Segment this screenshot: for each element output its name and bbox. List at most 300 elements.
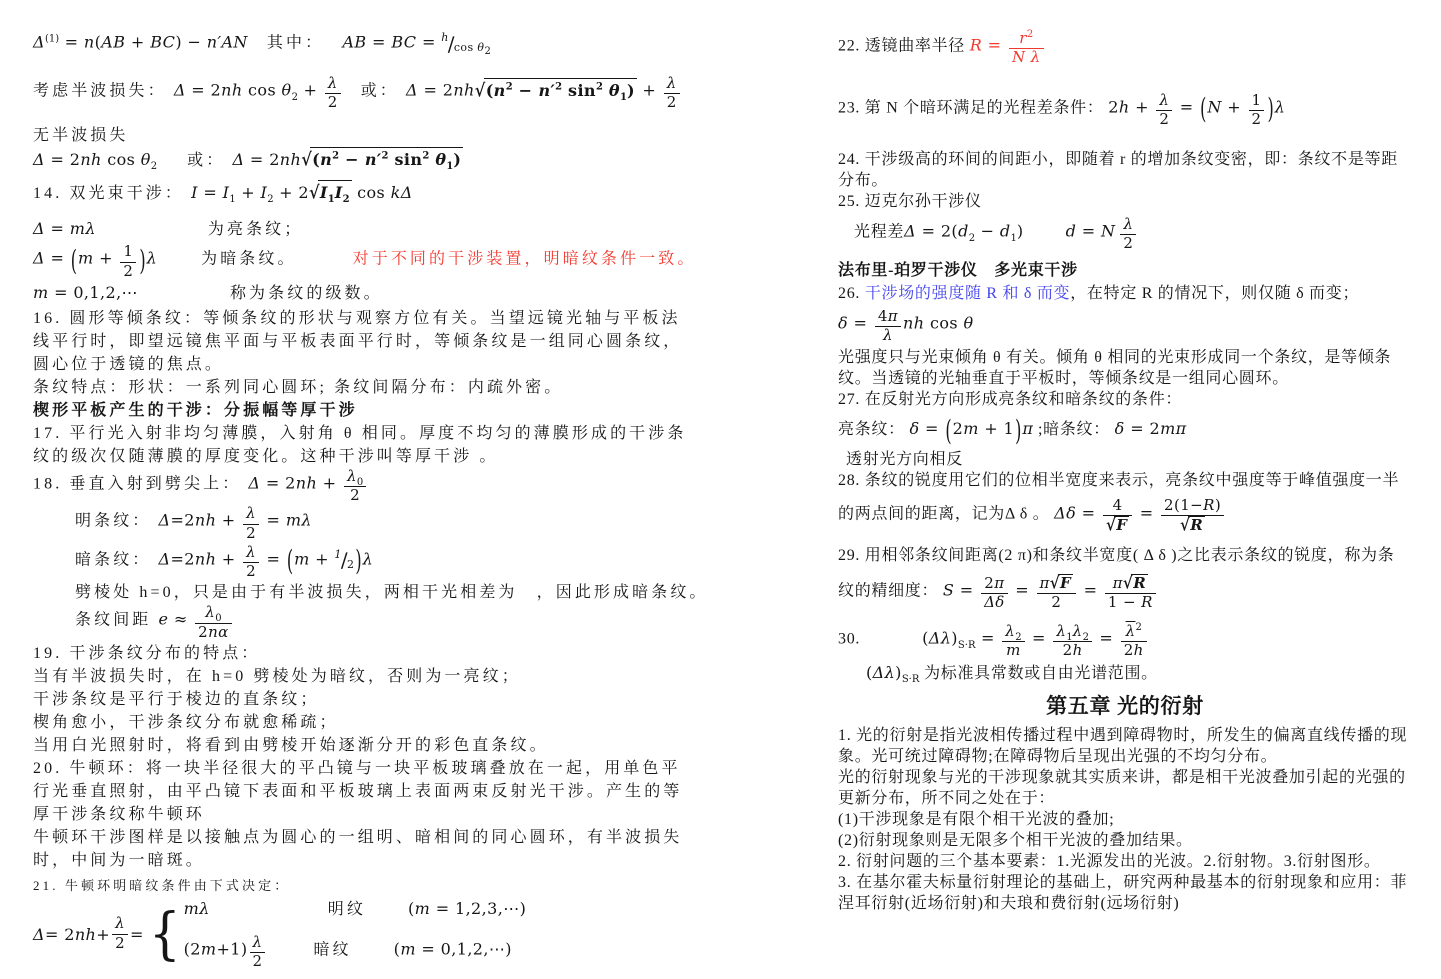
intensity-note-line2 [838, 368, 1412, 389]
math-var: λ [327, 73, 338, 92]
text-run: 亮条纹： [838, 421, 910, 438]
item-19-line3 [33, 711, 717, 734]
newton-ring-pattern-line2 [33, 849, 717, 872]
formula-phase-delta [838, 308, 1412, 346]
fraction-numerator [344, 468, 366, 486]
fraction-denominator [243, 562, 259, 581]
math-var: F [1060, 574, 1072, 593]
math-op: ( [866, 663, 873, 683]
math-var: λ [346, 466, 357, 485]
math-var: λ [252, 932, 263, 951]
item-21-title [33, 874, 717, 897]
math-var: n [493, 80, 506, 100]
radical-sign: √ [308, 182, 320, 204]
radical-sign: √ [1122, 572, 1134, 594]
diff-item-3-line2 [838, 893, 1412, 914]
slash-fraction-denominator [453, 40, 491, 58]
subscript: 1 [1010, 232, 1017, 244]
math-var: I [191, 183, 198, 203]
fraction-denominator [1120, 234, 1136, 253]
math-op: = 2 [260, 473, 296, 493]
math-var: λ [246, 542, 257, 561]
diff-item-1-line2 [838, 746, 1412, 767]
math-var: θ [429, 150, 447, 170]
text-run: 暗纹 [313, 941, 352, 959]
text-run: 3. 在基尔霍夫标量衍射理论的基础上，研究两种最基本的衍射现象和应用：菲 [838, 874, 1408, 892]
item-20-line3 [33, 803, 717, 826]
radical-sign: √ [1049, 572, 1061, 594]
math-var: Δ [158, 511, 171, 531]
item-30-note [866, 662, 1412, 684]
fraction-numerator [1249, 92, 1265, 110]
math-var: F [1116, 515, 1128, 534]
fraction-numerator [664, 75, 680, 93]
subscript: 0 [356, 476, 364, 488]
math-var: λ [1274, 97, 1286, 117]
math-var: m [963, 419, 979, 438]
math-op: = [1076, 221, 1102, 241]
subscript: 1 [446, 161, 454, 173]
fraction-denominator [112, 934, 128, 953]
superscript: 2 [1026, 29, 1034, 40]
math-op: 2 [1108, 97, 1119, 117]
text-run: 14. 双光束干涉： [33, 185, 192, 203]
cases-group [144, 897, 526, 972]
fraction [195, 604, 232, 642]
math-op: sin [562, 80, 596, 100]
math-op: = [982, 35, 1007, 55]
left-brace: { [148, 901, 181, 967]
math-var: λ [115, 914, 126, 933]
math-var: r [1019, 29, 1027, 47]
item-30-formula [838, 623, 1412, 661]
text-run: 条纹特点：形状：一系列同心圆环; 条纹间隔分布：内疏外密。 [33, 378, 564, 396]
math-op: = [1093, 628, 1119, 648]
subscript: S·R [901, 674, 920, 686]
math-var: θ [477, 40, 485, 54]
math-var: nh [80, 150, 102, 170]
text-run: 干涉条纹是平行于棱边的直条纹； [33, 690, 320, 708]
math-var: π [887, 306, 899, 325]
text-run: 对于不同的干涉装置，明暗纹条件一致。 [352, 251, 697, 269]
math-var: d [1065, 221, 1077, 241]
math-var: R [969, 35, 983, 55]
text-run: 24. 干涉级高的环间的间距小，即随着 r 的增加条纹变密，即：条纹不是等距 [838, 151, 1398, 168]
math-var: mλ [183, 898, 210, 918]
item-16-line2 [33, 330, 717, 353]
diff-note-line3 [838, 809, 1412, 830]
math-var: λ [246, 504, 257, 523]
math-op: + [235, 183, 261, 203]
math-op: = [366, 32, 392, 52]
math-var: d [999, 221, 1011, 241]
item-25-michelson [838, 191, 1412, 212]
fabry-perot-bold-line [838, 260, 1412, 281]
math-op: = [44, 249, 70, 269]
fraction [1249, 92, 1265, 130]
math-op: = 2 [185, 80, 222, 100]
math-op: + [636, 80, 662, 100]
math-var: λ [362, 549, 374, 569]
text-run: 劈棱处 h=0，只是由于有半波损失，两相干光相差为 ，因此形成暗条纹。 [75, 584, 709, 602]
math-op: = [975, 628, 1001, 648]
fraction-numerator [325, 75, 341, 93]
math-var: N [1207, 97, 1222, 117]
text-run: 光的衍射现象与光的干涉现象就其实质来讲，都是相干光波叠加引起的光强的 [838, 769, 1406, 787]
math-op: = 2 [44, 150, 81, 170]
subscript: 0 [215, 613, 222, 625]
math-var: Δ [406, 80, 418, 100]
text-run: (2)衍射现象则是无限多个相干光波的叠加结果。 [838, 832, 1193, 850]
math-op: = [197, 183, 223, 203]
math-op: 2 [327, 93, 338, 112]
text-run: 厚干涉条纹称牛顿环 [33, 805, 205, 823]
diff-item-1-line1 [838, 725, 1412, 746]
item-16-line1 [33, 307, 717, 330]
subscript: 2 [291, 91, 298, 103]
math-var: R [1190, 515, 1204, 534]
fraction-numerator [1156, 92, 1172, 110]
fraction [1053, 623, 1092, 661]
math-op: ( [922, 628, 929, 648]
math-var: π [1039, 574, 1050, 593]
text-run: 22. 透镜曲率半径 [838, 37, 970, 55]
math-var: AB [342, 32, 367, 52]
math-var: λ [666, 73, 677, 92]
formula-michelson [854, 216, 1412, 254]
math-var: m [1006, 640, 1021, 659]
text-run: 16. 圆形等倾条纹：等倾条纹的形状与观察方位有关。当望远镜光轴与平板法 [33, 309, 681, 327]
item-24-line1 [838, 149, 1412, 170]
fraction [243, 505, 259, 543]
item-19-line2 [33, 688, 717, 711]
superscript: 2 [332, 151, 340, 163]
fraction [1156, 92, 1172, 130]
math-var: θ [140, 150, 151, 170]
text-run: 1. 光的衍射是指光波相传播过程中遇到障碍物时，所发生的偏离直线传播的现 [838, 727, 1408, 745]
math-var: n′ [364, 150, 382, 170]
math-var: λ [1159, 90, 1170, 109]
item-19-line1 [33, 665, 717, 688]
math-op: cos [101, 150, 141, 170]
math-var: nh [194, 549, 217, 569]
item-19-line4 [33, 734, 717, 757]
big-paren-left: ( [945, 413, 952, 447]
fraction-numerator [112, 915, 128, 933]
subscript: 1 [1066, 631, 1073, 643]
fraction-denominator [664, 93, 680, 112]
fraction-numerator [243, 544, 259, 562]
math-op: 2 [1251, 109, 1262, 128]
text-run: 法布里-珀罗干涉仪 多光束干涉 [838, 261, 1078, 279]
math-var: nα [208, 622, 229, 641]
math-op: 4 [1112, 495, 1123, 514]
math-op: ( [407, 898, 415, 918]
formula-half-width [838, 497, 1412, 536]
math-var: nh [279, 150, 302, 170]
text-run: 20. 牛顿环：将一块半径很大的平凸镜与一块平板玻璃叠放在一起，用单色平 [33, 759, 681, 777]
math-var: h [1118, 97, 1130, 117]
fraction-numerator [1009, 30, 1044, 48]
math-var: λ [1123, 215, 1134, 233]
square-root [309, 180, 352, 205]
radical-sign: √ [1105, 514, 1117, 535]
math-op: + [216, 549, 242, 569]
math-var: Δ [232, 150, 245, 170]
math-var: λ [882, 325, 893, 344]
math-op: =2 [170, 511, 195, 531]
math-var: Δλ [928, 628, 952, 648]
fraction-numerator [1103, 497, 1132, 515]
fraction-numerator [195, 603, 232, 625]
math-op: 1 [123, 242, 134, 261]
math-var: m [78, 249, 94, 269]
text-run: 透射光方向相反 [846, 450, 963, 468]
math-op: 2 [1123, 234, 1134, 253]
fraction-denominator [1121, 641, 1147, 660]
math-var: mλ [69, 219, 96, 239]
radicand [1114, 516, 1129, 535]
formula-wedge-dark [75, 543, 717, 581]
math-var: h [441, 31, 449, 44]
fraction [120, 243, 136, 281]
math-op: 2 [666, 93, 677, 112]
slash-fraction [441, 26, 491, 59]
superscript: 2 [555, 81, 563, 93]
text-run: 时，中间为一暗斑。 [33, 851, 205, 869]
math-op: 2 [246, 562, 257, 580]
slash-fraction [334, 543, 354, 576]
fraction [344, 468, 366, 506]
math-var: θ [281, 80, 292, 100]
math-op: = 2( [916, 221, 959, 241]
diff-note-line1 [838, 767, 1412, 788]
math-var: BC [150, 32, 176, 52]
chapter-5-heading [838, 696, 1412, 717]
fraction [875, 308, 901, 346]
fraction-numerator [1161, 497, 1224, 515]
text-run: 暗条纹： [75, 551, 159, 569]
fraction-numerator [1037, 574, 1077, 593]
radicand [1131, 574, 1148, 593]
math-op: 2 [123, 261, 134, 280]
fraction-numerator [1121, 623, 1147, 641]
item-20-line2 [33, 780, 717, 803]
math-op: ) [453, 150, 462, 170]
fraction-denominator [195, 623, 232, 642]
slash-fraction-slash: ∕ [447, 31, 455, 56]
text-run: 干涉场的强度随 R 和 δ 而变 [864, 284, 1071, 302]
subscript: 1 [619, 91, 627, 103]
math-var: nh [194, 511, 217, 531]
math-var: λ [1005, 621, 1016, 640]
math-op: 2 [198, 622, 209, 641]
text-run: 23. 第 N 个暗环满足的光程差条件： [838, 99, 1109, 117]
fraction-numerator [875, 308, 901, 326]
text-run: 光强度只与光束倾角 θ 有关。倾角 θ 相同的光束形成同一个条纹，是等倾条 [838, 349, 1392, 366]
fraction [1002, 623, 1024, 661]
math-op: = [1174, 97, 1200, 117]
formula-reflect-cond [838, 413, 1412, 447]
big-paren-right: ) [1267, 91, 1274, 125]
math-var: λ [1072, 621, 1083, 640]
math-var: Δ [248, 473, 261, 493]
math-op: = [44, 219, 70, 239]
math-op: 2 [346, 557, 355, 571]
fraction [1121, 623, 1147, 661]
math-var: Δ [33, 32, 45, 52]
formula-bright-fringe-cond [33, 217, 717, 241]
fraction-denominator [875, 326, 901, 345]
superscript: 2 [381, 151, 389, 163]
radicand [1188, 516, 1205, 535]
text-run: 楔角愈小，干涉条纹分布就愈稀疏； [33, 713, 339, 731]
superscript: 2 [422, 151, 430, 163]
math-var: Δ [173, 80, 186, 100]
fraction-numerator [1002, 623, 1024, 641]
formula-wedge-bright [75, 505, 717, 543]
formula-fringe-spacing [75, 604, 717, 642]
math-op: = [1009, 580, 1035, 600]
math-op: = [1078, 580, 1103, 600]
fraction-denominator [1002, 641, 1024, 660]
fraction-denominator [1053, 641, 1092, 660]
math-op: + [309, 549, 335, 569]
formula-optical-path-diff [33, 26, 717, 59]
math-var: nh [453, 80, 475, 100]
math-op: 2 [1062, 640, 1073, 659]
superscript: 2 [505, 81, 513, 93]
math-var: R [1133, 574, 1147, 593]
text-run: 第五章 光的衍射 [1046, 694, 1204, 719]
text-run: 明纹 [327, 900, 366, 918]
math-var: h [1072, 640, 1083, 659]
math-var: I [334, 183, 343, 203]
math-var: kΔ [390, 183, 413, 203]
math-op: + [1129, 97, 1155, 117]
fraction-numerator [1105, 574, 1156, 593]
formula-fringe-order [33, 281, 717, 305]
fraction-numerator [981, 575, 1008, 593]
text-run: 涅耳衍射(近场衍射)和夫琅和费衍射(远场衍射) [838, 895, 1180, 913]
diff-item-3-line1 [838, 872, 1412, 893]
formula-newton-ring-cases [33, 897, 717, 972]
text-run: 考虑半波损失： [33, 82, 174, 100]
math-op: sin [388, 150, 423, 170]
math-var: n [83, 32, 95, 52]
text-run: 为暗条纹。 [201, 251, 297, 269]
fraction-numerator [243, 505, 259, 523]
math-op: ) [895, 663, 902, 683]
math-var: N λ [1011, 48, 1041, 67]
math-var: Δλ [872, 663, 896, 683]
fraction [1120, 216, 1136, 254]
diff-note-line4 [838, 830, 1412, 851]
text-run: 无半波损失 [33, 127, 129, 145]
math-var: Δ [33, 249, 45, 269]
fraction-denominator [1161, 515, 1224, 535]
big-paren-left: ( [70, 243, 77, 277]
item-16-line3 [33, 353, 717, 376]
fraction-denominator [344, 486, 366, 505]
item-22-lens-radius [838, 30, 1412, 68]
radicand [1058, 574, 1073, 593]
text-run: 为亮条纹； [207, 221, 304, 239]
text-run: 19. 干涉条纹分布的特点： [33, 644, 261, 662]
fraction-denominator [1037, 593, 1077, 612]
math-op: 1 [1251, 90, 1262, 109]
math-var: h [1133, 640, 1144, 659]
math-var: I [319, 183, 328, 203]
math-op: + 2 [273, 183, 309, 203]
math-op: = [59, 32, 84, 52]
math-op: + [317, 473, 342, 493]
math-var: δ [838, 313, 849, 333]
math-op: = [919, 419, 945, 438]
formula-no-half-wave-loss [33, 147, 717, 172]
math-var: R [1141, 593, 1153, 612]
fraction-numerator [1053, 623, 1092, 641]
fraction-denominator [981, 593, 1008, 612]
item-24-line2 [838, 170, 1412, 191]
subscript: 1 [229, 194, 236, 206]
math-var: e [158, 609, 169, 629]
text-run: 其中： [247, 34, 343, 52]
math-op: = 0,1,2,⋯) [415, 939, 512, 959]
math-op: ( [393, 939, 401, 959]
math-var: I [222, 183, 230, 203]
formula-finesse [838, 574, 1412, 613]
fraction [1105, 574, 1156, 613]
math-var: nh [221, 80, 243, 100]
text-run: 牛顿环干涉图样是以接触点为圆心的一组明、暗相间的同心圆环，有半波损失 [33, 828, 683, 846]
subscript: 2 [484, 46, 491, 58]
math-op: +1) [216, 939, 248, 959]
math-var: mλ [285, 511, 312, 531]
math-var: m [33, 282, 49, 302]
math-op: 2 [252, 952, 263, 970]
text-run: ，在特定 R 的情况下，则仅随 δ 而变； [1070, 284, 1360, 302]
math-var: Δ [33, 219, 45, 239]
math-var: λ [1056, 621, 1067, 640]
radical-sign: √ [301, 149, 313, 171]
subscript: S·R [957, 639, 976, 651]
math-var: I [260, 183, 268, 203]
math-op: + [297, 80, 323, 100]
fraction [325, 75, 341, 113]
fraction-denominator [1105, 593, 1156, 612]
math-var: N [1101, 221, 1116, 241]
math-op: 2 [1123, 640, 1134, 659]
text-run: 2. 衍射问题的三个基本要素：1.光源发出的光波。2.衍射物。3.衍射图形。 [838, 853, 1381, 871]
subscript: 2 [342, 194, 350, 206]
text-run: (1)干涉现象是有限个相干光波的叠加; [838, 811, 1115, 829]
fraction-denominator [250, 952, 266, 971]
text-run: 25. 迈克尔孙干涉仪 [838, 193, 982, 210]
text-run: 26. [838, 284, 865, 302]
item-23-dark-ring-cond [838, 92, 1412, 130]
fraction [250, 934, 266, 972]
math-op: ) − [175, 32, 207, 52]
math-op: 2 [350, 486, 361, 505]
fraction-denominator [120, 262, 136, 281]
math-op: cos [924, 313, 964, 333]
math-op: = 2 [417, 80, 454, 100]
math-var: Δ [904, 221, 917, 241]
newton-ring-pattern-line1 [33, 826, 717, 849]
radical-sign: √ [474, 79, 486, 101]
text-run: 条纹间距 [75, 611, 159, 629]
